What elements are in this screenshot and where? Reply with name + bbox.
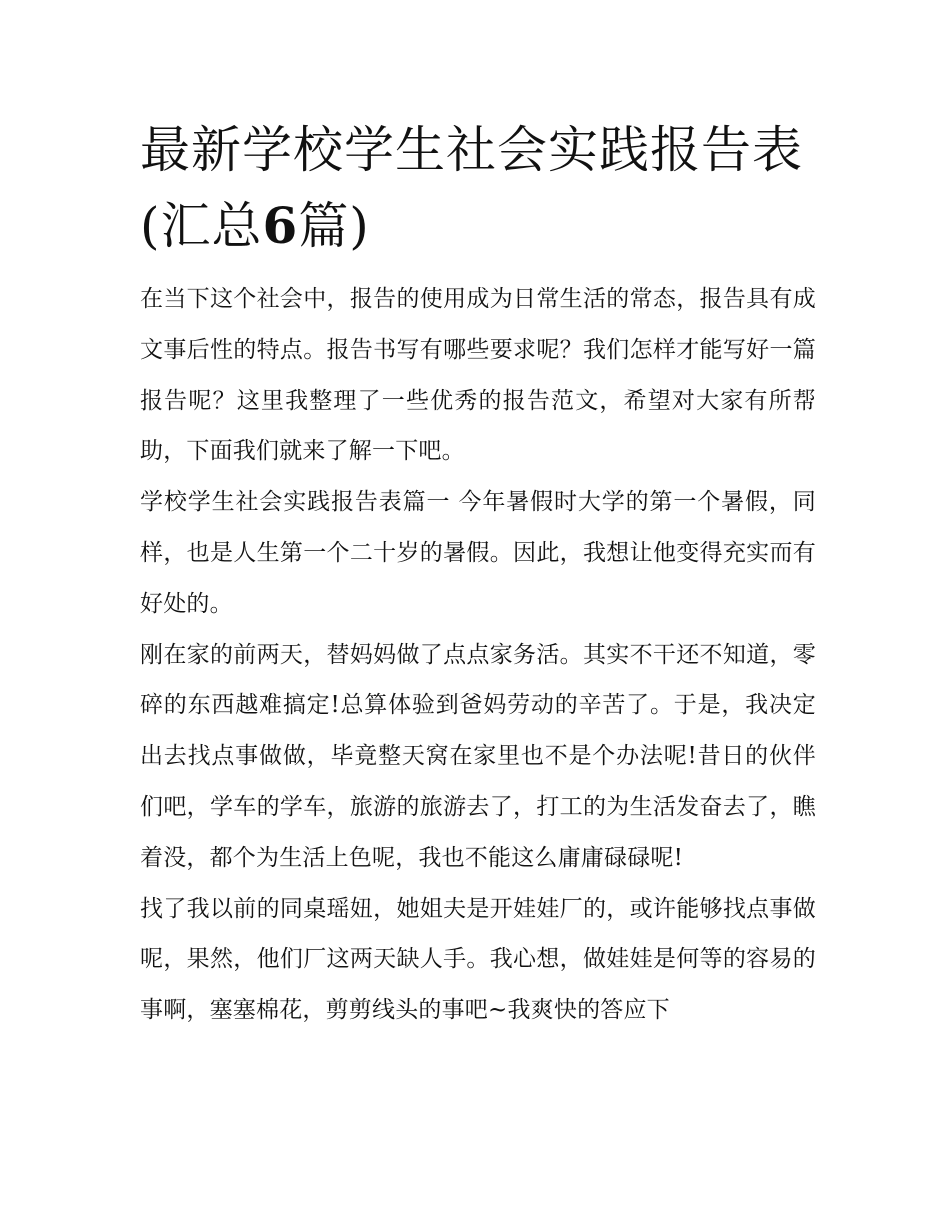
title-line-2-number: 6 [262,196,299,255]
document-body [140,274,816,1036]
document-content [140,112,816,1036]
paragraph-intro: 在当下这个社会中，报告的使用成为日常生活的常态，报告具有成文事后性的特点。报告书写有哪些要求呢？我们怎样才能写好一篇报告呢？这里我整理了一些优秀的报告范文，希望对大家有所帮助，下面我们就来了解一下吧。 [140,286,816,465]
document-title [140,112,816,264]
title-line-2-suffix: 篇) [298,197,370,255]
paragraph-doll-factory: 找了我以前的同桌瑶妞，她姐夫是开娃娃厂的，或许能够找点事做呢，果然，他们厂这两天缺人手。我心想，做娃娃是何等的容易的事啊，塞塞棉花，剪剪线头的事吧~我爽快的答应下 [140,895,816,1024]
paragraph-housework: 刚在家的前两天，替妈妈做了点点家务活。其实不干还不知道，零碎的东西越难搞定!总算体验到爸妈劳动的辛苦了。于是，我决定出去找点事做做，毕竟整天窝在家里也不是个办法呢!昔日的伙伴们吧，学车的学车，旅游的旅游去了，打工的为生活发奋去了，瞧着没，都个为生活上色呢，我也不能这么庸庸碌碌呢! [140,641,816,871]
title-line-1: 最新学校学生社会实践报告表 [140,121,803,179]
paragraph-section-one-start: 学校学生社会实践报告表篇一 今年暑假时大学的第一个暑假，同样，也是人生第一个二十岁的暑假。因此，我想让他变得充实而有好处的。 [140,489,816,617]
title-line-2-prefix: (汇总 [140,197,263,255]
